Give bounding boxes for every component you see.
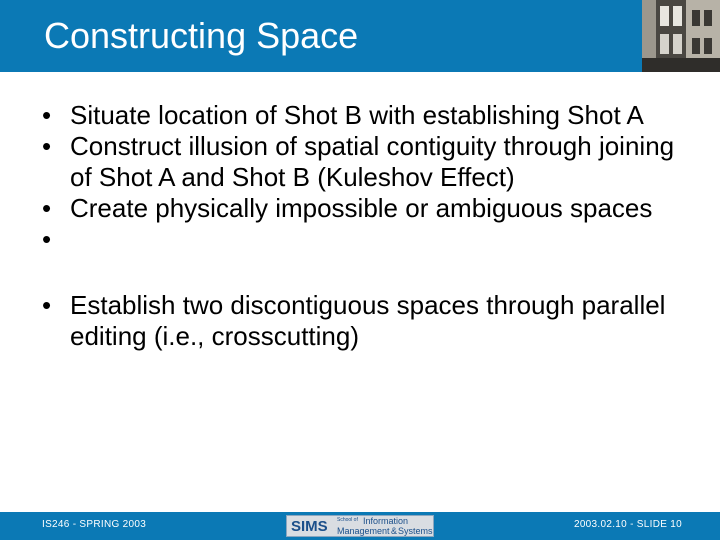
logo-school-of: School of <box>337 517 358 523</box>
logo-sims-text: SIMS <box>291 518 328 535</box>
bullet-item: • Establish two discontiguous spaces through parallel editing (i.e., crosscutting) <box>42 290 702 352</box>
bullet-item: • Situate location of Shot B with establishing Shot A <box>42 100 702 131</box>
logo-management: Management <box>337 526 390 536</box>
bullet-spacer <box>42 224 702 290</box>
bullet-item: • Construct illusion of spatial contiguity through joining of Shot A and Shot B (Kuleshov Effect) <box>42 131 702 193</box>
date-slide-label: 2003.02.10 - SLIDE 10 <box>573 519 682 530</box>
bullet-list <box>42 100 702 352</box>
slide-title: Constructing Space <box>44 15 359 56</box>
bullet-item: • Create physically impossible or ambiguous spaces <box>42 193 702 224</box>
title-bar <box>0 0 720 72</box>
logo-systems: Systems <box>398 526 433 536</box>
sims-logo <box>286 515 434 537</box>
course-label: IS246 - SPRING 2003 <box>42 519 147 530</box>
building-photo <box>642 0 720 72</box>
logo-information: Information <box>363 516 409 526</box>
footer-bar <box>0 512 720 540</box>
logo-ampersand: & <box>391 526 398 536</box>
